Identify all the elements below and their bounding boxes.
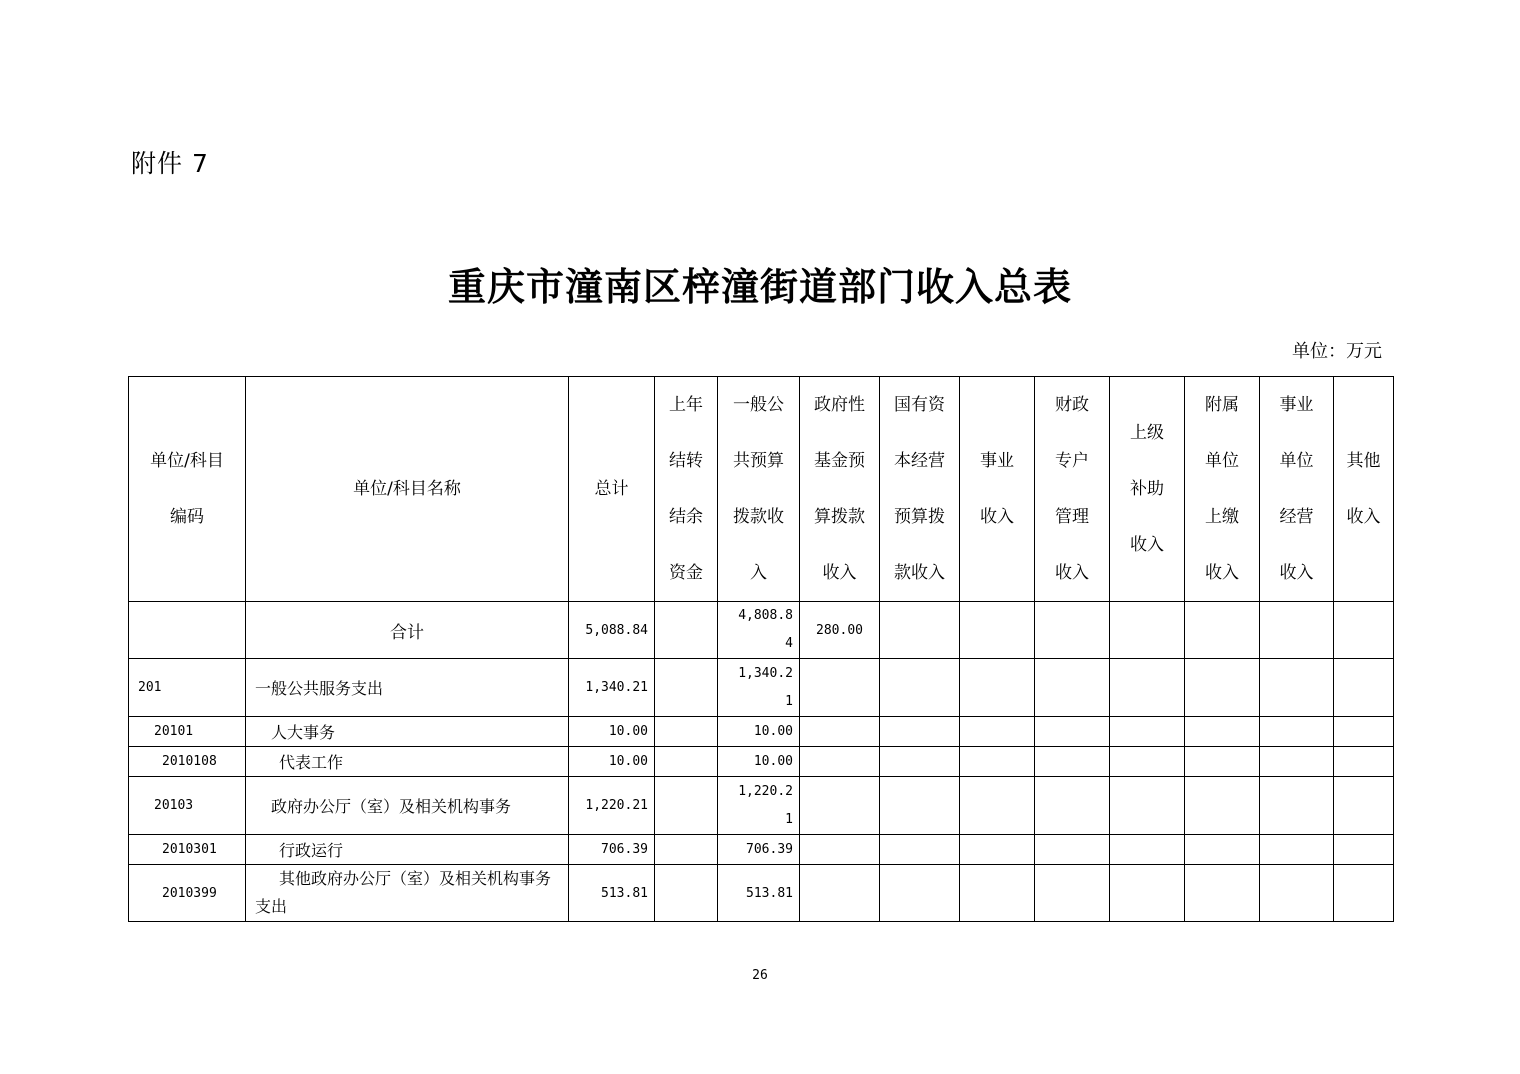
row-total: 1,220.21 (569, 777, 655, 835)
row-total: 10.00 (569, 747, 655, 777)
header-business-unit: 事业 单位 经营 收入 (1260, 377, 1334, 602)
header-affiliate: 附属 单位 上缴 收入 (1185, 377, 1260, 602)
row-name: 行政运行 (246, 835, 569, 865)
header-state-capital: 国有资 本经营 预算拨 款收入 (880, 377, 960, 602)
row-total: 513.81 (569, 865, 655, 922)
row-name: 政府办公厅（室）及相关机构事务 (246, 777, 569, 835)
header-business: 事业 收入 (960, 377, 1035, 602)
header-row (129, 377, 1394, 602)
row-code: 20103 (129, 777, 246, 835)
header-gov-fund: 政府性 基金预 算拨款 收入 (800, 377, 880, 602)
row-total: 1,340.21 (569, 659, 655, 717)
table-row (129, 659, 1394, 717)
row-name: 其他政府办公厅（室）及相关机构事务 支出 (246, 865, 569, 922)
table-row (129, 865, 1394, 922)
header-other: 其他 收入 (1334, 377, 1394, 602)
row-code: 201 (129, 659, 246, 717)
row-general-budget: 1,220.2 1 (718, 777, 800, 835)
row-code: 2010301 (129, 835, 246, 865)
table-row (129, 717, 1394, 747)
table-row (129, 835, 1394, 865)
table-row (129, 777, 1394, 835)
row-general-budget: 513.81 (718, 865, 800, 922)
row-name: 代表工作 (246, 747, 569, 777)
row-general-budget: 706.39 (718, 835, 800, 865)
page-number: 26 (752, 968, 768, 983)
row-gov-fund: 280.00 (800, 602, 880, 659)
row-code: 2010399 (129, 865, 246, 922)
row-total: 706.39 (569, 835, 655, 865)
table-row (129, 602, 1394, 659)
header-superior-subsidy: 上级 补助 收入 (1110, 377, 1185, 602)
row-code (129, 602, 246, 659)
header-code: 单位/科目 编码 (129, 377, 246, 602)
row-general-budget: 10.00 (718, 747, 800, 777)
row-name: 合计 (246, 602, 569, 659)
header-total: 总计 (569, 377, 655, 602)
row-total: 10.00 (569, 717, 655, 747)
row-name: 一般公共服务支出 (246, 659, 569, 717)
income-table (128, 376, 1394, 922)
row-code: 20101 (129, 717, 246, 747)
unit-label: 单位：万元 (1292, 341, 1382, 362)
row-total: 5,088.84 (569, 602, 655, 659)
row-general-budget: 1,340.2 1 (718, 659, 800, 717)
header-general-budget: 一般公 共预算 拨款收 入 (718, 377, 800, 602)
row-general-budget: 4,808.8 4 (718, 602, 800, 659)
row-code: 2010108 (129, 747, 246, 777)
row-name: 人大事务 (246, 717, 569, 747)
header-carryover: 上年 结转 结余 资金 (655, 377, 718, 602)
row-general-budget: 10.00 (718, 717, 800, 747)
header-name: 单位/科目名称 (246, 377, 569, 602)
table-row (129, 747, 1394, 777)
attachment-label: 附件 7 (131, 149, 209, 178)
header-fiscal-special: 财政 专户 管理 收入 (1035, 377, 1110, 602)
page-title: 重庆市潼南区梓潼街道部门收入总表 (447, 264, 1072, 309)
